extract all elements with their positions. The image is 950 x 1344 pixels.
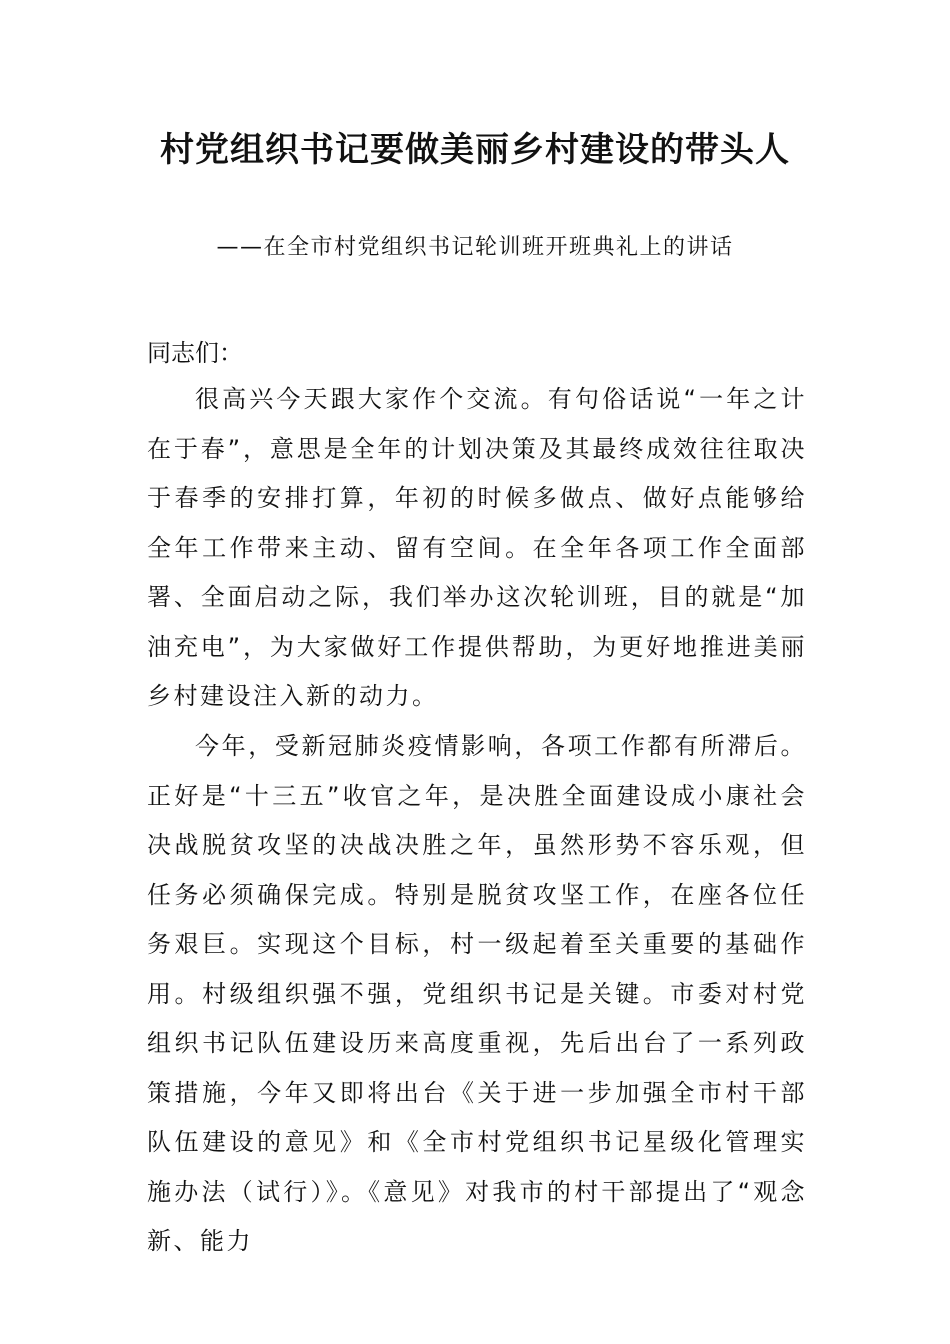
document-title: 村党组织书记要做美丽乡村建设的带头人	[160, 130, 790, 170]
document-subtitle: ——在全市村党组织书记轮训班开班典礼上的讲话	[216, 235, 734, 260]
body-paragraph: 很高兴今天跟大家作个交流。有句俗话说“一年之计在于春”，意思是全年的计划决策及其最终成效往往取决于春季的安排打算，年初的时候多做点、做好点能够给全年工作带来主动、留有空间。在全年各项工作全面部署、全面启动之际，我们举办这次轮训班，目的就是“加油充电”，为大家做好工作提供帮助，为更好地推进美丽乡村建设注入新的动力。	[147, 385, 807, 710]
body-paragraph: 今年，受新冠肺炎疫情影响，各项工作都有所滞后。正好是“十三五”收官之年，是决胜全面建设成小康社会决战脱贫攻坚的决战决胜之年，虽然形势不容乐观，但任务必须确保完成。特别是脱贫攻坚工作，在座各位任务艰巨。实现这个目标，村一级起着至关重要的基础作用。村级组织强不强，党组织书记是关键。市委对村党组织书记队伍建设历来高度重视，先后出台了一系列政策措施，今年又即将出台《关于进一步加强全市村干部队伍建设的意见》和《全市村党组织书记星级化管理实施办法（试行）》。《意见》对我市的村干部提出了“观念新、能力	[147, 732, 807, 1255]
salutation: 同志们：	[147, 339, 243, 367]
